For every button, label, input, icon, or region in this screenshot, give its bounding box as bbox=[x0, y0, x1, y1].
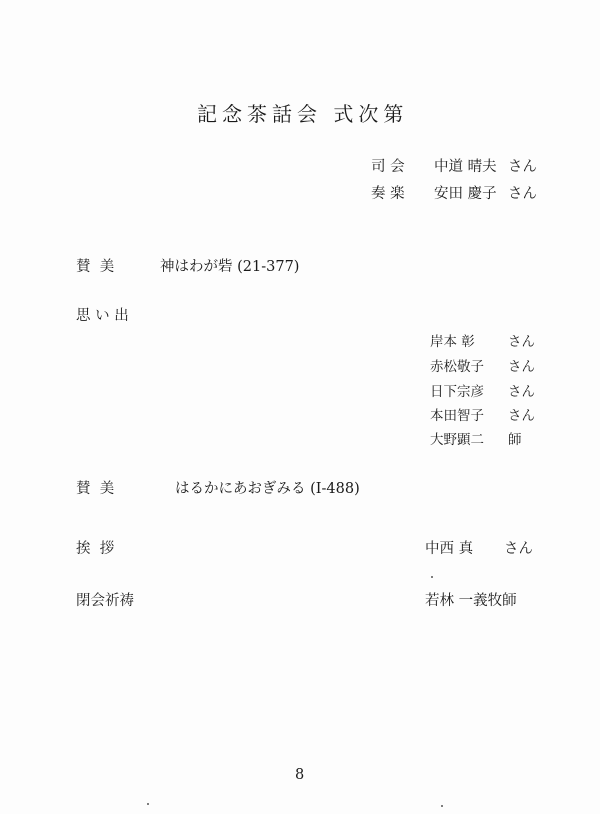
memories-speaker-honorific: さん bbox=[508, 359, 535, 375]
memories-speaker-honorific: 師 bbox=[508, 432, 522, 448]
mc-name: 中道 晴夫 bbox=[434, 159, 497, 175]
hymn1-content: 神はわが砦 (21-377) bbox=[160, 259, 300, 275]
organist-name: 安田 慶子 bbox=[434, 186, 497, 202]
memories-label: 思 い 出 bbox=[76, 308, 129, 324]
scan-speck bbox=[147, 803, 149, 805]
memories-speaker-name: 赤松敬子 bbox=[430, 359, 484, 375]
memories-speaker-name: 日下宗彦 bbox=[430, 384, 484, 400]
memories-speaker-honorific: さん bbox=[508, 384, 535, 400]
mc-honorific: さん bbox=[508, 159, 537, 175]
greeting-label: 挨 拶 bbox=[76, 541, 115, 557]
memories-speaker-honorific: さん bbox=[508, 408, 535, 424]
organist-role: 奏 楽 bbox=[371, 186, 405, 202]
hymn2-content: はるかにあおぎみる (Ⅰ-488) bbox=[175, 481, 360, 497]
memories-speaker-name: 大野顕二 bbox=[430, 432, 484, 448]
closing-prayer-name: 若林 一義牧師 bbox=[425, 593, 517, 609]
page-title: 記念茶話会 式次第 bbox=[197, 102, 409, 126]
memories-speaker-name: 岸本 彰 bbox=[430, 334, 475, 350]
scan-speck bbox=[431, 576, 433, 578]
mc-role: 司 会 bbox=[371, 159, 405, 175]
organist-honorific: さん bbox=[508, 186, 537, 202]
greeting-honorific: さん bbox=[504, 541, 533, 557]
greeting-name: 中西 真 bbox=[425, 541, 474, 557]
memories-speaker-honorific: さん bbox=[508, 334, 535, 350]
memories-speaker-name: 本田智子 bbox=[430, 408, 484, 424]
hymn1-label: 賛 美 bbox=[76, 259, 115, 275]
scan-speck bbox=[441, 805, 443, 807]
hymn2-label: 賛 美 bbox=[76, 481, 115, 497]
closing-prayer-label: 閉会祈祷 bbox=[76, 593, 134, 609]
page-number: 8 bbox=[295, 767, 305, 783]
